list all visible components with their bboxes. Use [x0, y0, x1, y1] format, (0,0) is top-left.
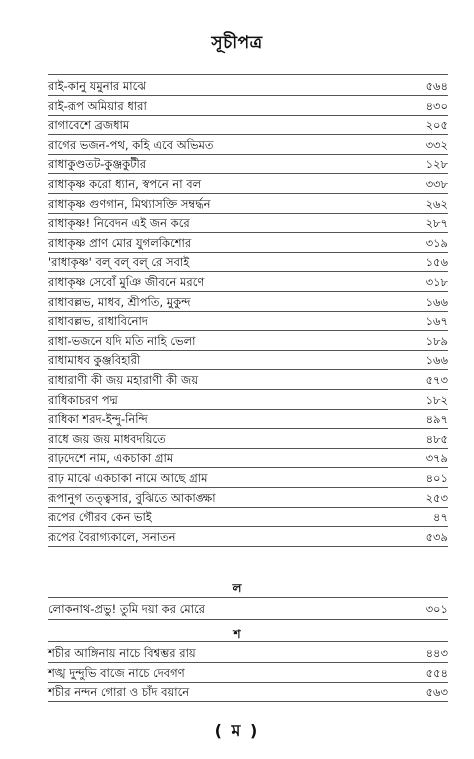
toc-entry: [48, 682, 448, 702]
toc-entry: [48, 154, 448, 174]
toc-entry-title: রাগাবেশে ব্রজধাম: [48, 118, 130, 133]
toc-entry-title: রাধাবল্লভ, মাধব, শ্রীপতি, মুকুন্দ: [48, 294, 191, 309]
toc-entry-page: ১৮২: [425, 392, 448, 407]
toc-entry-page: ৪৩০: [425, 98, 448, 113]
toc-entry: [48, 527, 448, 547]
toc-entry-title: রাধিকা শরদ-ইন্দু-নিন্দি: [48, 412, 148, 427]
toc-entry: [48, 370, 448, 390]
toc-entry-title: রূপের গৌরব কেন ভাই: [48, 510, 152, 525]
toc-entry-title: রাই-কানু যমুনার মাঝে: [48, 79, 146, 93]
toc-entry-page: ৩১৯: [425, 235, 448, 250]
toc-entry-page: ২৮৭: [425, 216, 448, 231]
toc-entry-title: রাধাকৃষ্ণ করো ধ্যান, স্বপনে না বল: [48, 177, 202, 191]
toc-entry: [48, 194, 448, 214]
toc-entry: [48, 272, 448, 292]
toc-entry-page: ৪০১: [425, 471, 448, 485]
toc-entry-title: রাধাবল্লভ, রাধাবিনোদ: [48, 314, 148, 329]
toc-entry-page: ৫৬৪: [425, 79, 448, 93]
toc-entry-page: ৫৫৪: [425, 665, 448, 680]
toc-entry: [48, 115, 448, 135]
toc-entry: [48, 350, 448, 370]
toc-entry: [48, 213, 448, 233]
row-divider: [48, 619, 448, 620]
section-letter: ল: [232, 581, 242, 595]
toc-entry: [48, 663, 448, 683]
toc-entry-page: ৩৩২: [425, 137, 448, 152]
toc-entry-page: ১৮৯: [425, 333, 448, 348]
toc-entry: [48, 468, 448, 488]
toc-entry: [48, 599, 448, 619]
toc-entry: [48, 390, 448, 410]
toc-entry-title: রূপের বৈরাগ্যকালে, সনাতন: [48, 529, 176, 544]
toc-entry: [48, 252, 448, 272]
toc-entry-page: ৪৯৭: [425, 412, 448, 427]
toc-entry-title: শচীর নন্দন গোরা ও চাঁদ বয়ানে: [48, 685, 190, 700]
toc-entry-page: ৩৩৮: [425, 177, 448, 191]
toc-entry-page: ৫৩৯: [425, 529, 448, 544]
toc-entry-page: ১৬৬: [425, 353, 448, 368]
toc-entry-title: রাধাকৃষ্ণ! নিবেদন এই জন করে: [48, 216, 190, 231]
toc-entry-title: রাই-রূপ অমিয়ার ধারা: [48, 98, 147, 113]
toc-entry-page: ১২৮: [425, 157, 448, 172]
toc-entry: [48, 488, 448, 508]
toc-entry-title: রাধাকৃষ্ণ সেবোঁ মুঞি জীবনে মরণে: [48, 275, 205, 289]
toc-entry-page: ৪৮৫: [425, 431, 448, 446]
row-divider: [48, 641, 448, 642]
row-divider: [48, 701, 448, 702]
toc-entry-page: ৪৪৩: [425, 646, 448, 660]
toc-entry-title: রাধাকৃষ্ণ গুণগান, মিথ্যাসক্তি সম্বর্দ্ধন: [48, 196, 211, 211]
row-divider: [48, 546, 448, 547]
toc-entry: [48, 311, 448, 331]
toc-entry: [48, 292, 448, 312]
toc-entry-title: রূপানুগ তত্ত্বসার, বুঝিতে আকাঙ্ক্ষা: [48, 490, 216, 505]
toc-entry: [48, 135, 448, 155]
toc-entry-title: শঙ্খ দুন্দুভি বাজে নাচে দেবগণ: [48, 665, 185, 680]
toc-entry-page: ৪৭: [433, 510, 448, 525]
toc-entry-page: ৫৭৩: [425, 373, 448, 387]
toc-entry-page: ৩৭৯: [425, 451, 448, 466]
toc-entry: [48, 76, 448, 96]
toc-entry-title: রাধে জয় জয় মাধবদয়িতে: [48, 431, 166, 446]
toc-entry-title: রাঢ় মাঝে একচাকা নামে আছে গ্রাম: [48, 471, 208, 485]
toc-entry-page: ৫৬৩: [425, 685, 448, 700]
toc-entry: [48, 96, 448, 116]
toc-entry-page: ৩০১: [425, 602, 448, 616]
toc-entry-page: ১৬৭: [425, 314, 448, 329]
toc-entry-page: ২৬২: [425, 196, 448, 211]
toc-entry-title: লোকনাথ-প্রভু! তুমি দয়া কর মোরে: [48, 602, 205, 616]
toc-entry: [48, 409, 448, 429]
toc-entry-title: রাগের ভজন-পথ, কহি এবে অভিমত: [48, 137, 214, 152]
toc-entry-title: রাধিকাচরণ পদ্ম: [48, 392, 118, 407]
toc-entry-title: রাধাকৃষ্ণ প্রাণ মোর যুগলকিশোর: [48, 235, 192, 250]
toc-entry-title: রাঢ়দেশে নাম, একচাকা গ্রাম: [48, 451, 174, 466]
toc-entry-title: 'রাধাকৃষ্ণ' বল্‌ বল্‌ বল্‌ রে সবাই: [48, 255, 190, 270]
toc-entry: [48, 507, 448, 527]
row-divider: [48, 597, 448, 598]
toc-entry-page: ২৫৩: [425, 490, 448, 505]
row-divider: [48, 74, 448, 75]
toc-entry-title: রাধাকুণ্ডতট-কুঞ্জকুটীর: [48, 157, 147, 172]
toc-entry-page: ৩১৮: [425, 275, 448, 289]
toc-entry-title: রাধামাধব কুঞ্জবিহারী: [48, 353, 141, 368]
toc-entry-page: ১৬৬: [425, 294, 448, 309]
toc-entry-title: রাধারাণী কী জয় মহারাণী কী জয়: [48, 373, 199, 387]
toc-entry: [48, 331, 448, 351]
toc-entry: [48, 174, 448, 194]
page-number-footer: ( ম ): [214, 721, 260, 740]
toc-entry-page: ১৫৬: [425, 255, 448, 270]
toc-entry: [48, 448, 448, 468]
toc-entry-page: ২০৫: [425, 118, 448, 133]
toc-entry: [48, 643, 448, 663]
toc-entry-title: শচীর আঙ্গিনায় নাচে বিশ্বম্ভর রায়: [48, 646, 196, 660]
toc-entry-title: রাধা-ভজনে যদি মতি নাহি ভেলা: [48, 333, 196, 348]
section-letter: শ: [233, 627, 241, 641]
page-title: সূচীপত্র: [211, 33, 263, 53]
toc-entry: [48, 429, 448, 449]
toc-entry: [48, 233, 448, 253]
